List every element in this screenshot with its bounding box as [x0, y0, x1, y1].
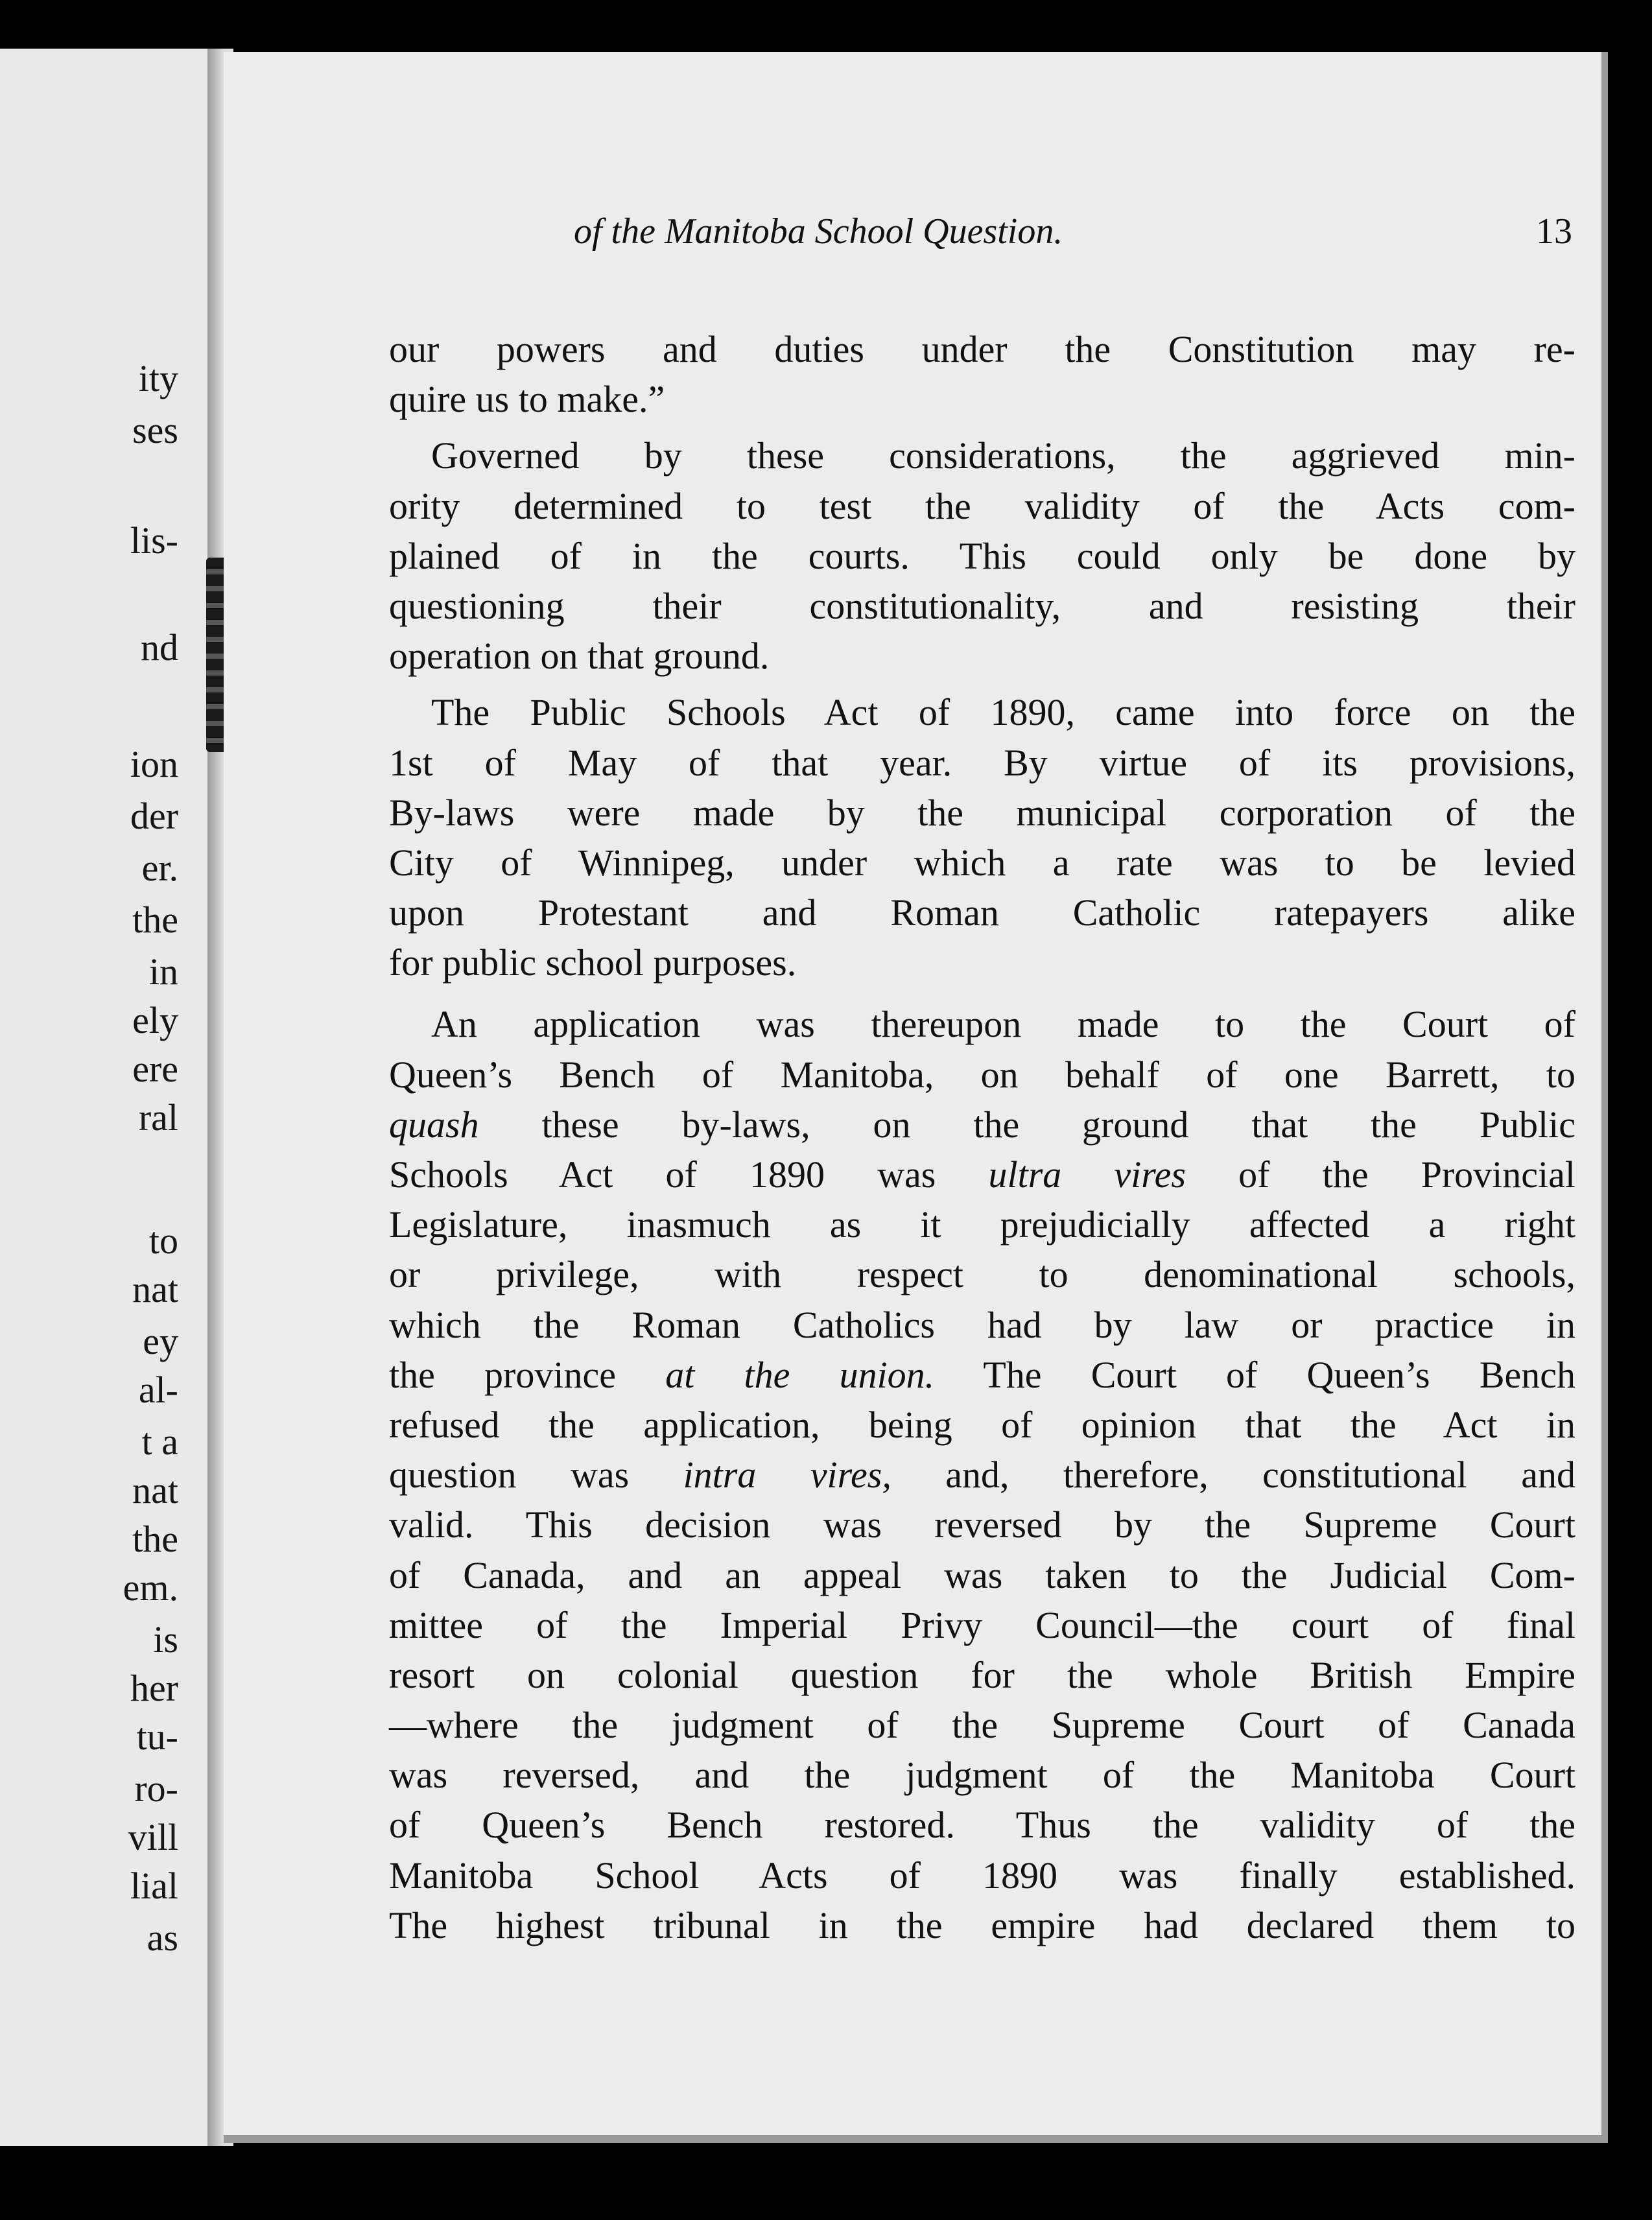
body-text [389, 324, 1575, 1950]
left-fragment: ity [138, 357, 178, 399]
text-line: our powers and duties under the Constitution may re- [389, 328, 1575, 370]
text-line: Governed by these considerations, the aggrieved min- [431, 434, 1575, 477]
text-line: ority determined to test the validity of the Acts com- [389, 484, 1575, 527]
text-line: questioning their constitutionality, and resisting their [389, 584, 1575, 627]
paragraph [389, 431, 1575, 681]
left-fragment: em. [123, 1566, 178, 1609]
text-line: or privilege, with respect to denominational schools, [389, 1253, 1575, 1296]
text-line: for public school purposes. [389, 941, 797, 984]
italic-term: ultra vires [988, 1153, 1186, 1196]
left-fragment: t a [141, 1421, 178, 1463]
running-title: of the Manitoba School Question. [574, 211, 1063, 252]
paragraph [389, 687, 1575, 987]
running-head [574, 211, 1572, 269]
book-page [224, 52, 1608, 2143]
italic-term: quash [389, 1103, 479, 1146]
left-fragment: nat [132, 1268, 178, 1310]
left-fragment: ral [138, 1096, 178, 1139]
text-line: Legislature, inasmuch as it prejudicially affected a right [389, 1203, 1575, 1246]
text-line: the province at the union. The Court of Queen’s Bench [389, 1353, 1575, 1396]
left-fragment: the [132, 899, 178, 941]
left-fragment: al- [138, 1369, 178, 1411]
text-line: Queen’s Bench of Manitoba, on behalf of one Barrett, to [389, 1053, 1575, 1096]
left-fragment: to [148, 1220, 178, 1262]
left-fragment: in [148, 951, 178, 993]
text-line: quash these by-laws, on the ground that the Public [389, 1103, 1575, 1146]
left-fragment: nat [132, 1469, 178, 1511]
left-fragment: vill [128, 1816, 178, 1858]
left-fragment: ey [143, 1320, 178, 1362]
previous-page-edge [0, 49, 226, 2146]
text-line: plained of in the courts. This could only be done by [389, 534, 1575, 577]
paragraph [389, 999, 1575, 1950]
italic-term: at the union. [665, 1353, 935, 1396]
left-fragment: lial [130, 1865, 178, 1907]
text-line: operation on that ground. [389, 635, 770, 678]
text-line: refused the application, being of opinion that the Act in [389, 1403, 1575, 1446]
left-fragment: ely [132, 999, 178, 1041]
text-line: The Public Schools Act of 1890, came into force on the [431, 691, 1575, 734]
text-line: of Queen’s Bench restored. Thus the validity of the [389, 1804, 1575, 1847]
text-line: valid. This decision was reversed by the Supreme Court [389, 1504, 1575, 1546]
paragraph [389, 324, 1575, 424]
left-fragment: the [132, 1518, 178, 1560]
text-line: Manitoba School Acts of 1890 was finally established. [389, 1854, 1575, 1896]
left-fragment: nd [141, 626, 178, 668]
text-line: resort on colonial question for the whole British Empire [389, 1653, 1575, 1696]
left-fragment: ro- [134, 1767, 178, 1810]
text-line: which the Roman Catholics had by law or practice in [389, 1303, 1575, 1346]
italic-term: intra vires, [683, 1454, 891, 1496]
left-fragment: tu- [136, 1716, 178, 1758]
text-line: The highest tribunal in the empire had declared them to [389, 1904, 1575, 1946]
left-fragment: lis- [130, 519, 178, 561]
text-line: mittee of the Imperial Privy Council—the court of final [389, 1603, 1575, 1646]
text-line: —where the judgment of the Supreme Court of Canada [389, 1704, 1575, 1747]
left-fragment: er. [141, 847, 178, 889]
left-fragment: as [147, 1917, 178, 1959]
left-fragment: is [153, 1618, 178, 1660]
text-line: An application was thereupon made to the Court of [431, 1003, 1575, 1046]
left-fragment: ses [132, 409, 178, 451]
left-fragment: ion [130, 743, 178, 785]
text-line: question was intra vires, and, therefore, constitutional and [389, 1454, 1575, 1496]
left-fragment: her [130, 1667, 178, 1709]
text-line: By-laws were made by the municipal corporation of the [389, 791, 1575, 834]
left-fragment: der [130, 795, 178, 837]
left-fragment: ere [132, 1048, 178, 1090]
text-line: of Canada, and an appeal was taken to the Judicial Com- [389, 1553, 1575, 1596]
text-line: upon Protestant and Roman Catholic ratepayers alike [389, 892, 1575, 934]
text-line: quire us to make.” [389, 378, 665, 421]
text-line: 1st of May of that year. By virtue of its provisions, [389, 741, 1575, 784]
text-line: City of Winnipeg, under which a rate was to be levied [389, 841, 1575, 884]
page-number: 13 [1536, 211, 1572, 252]
text-line: was reversed, and the judgment of the Manitoba Court [389, 1754, 1575, 1797]
text-line: Schools Act of 1890 was ultra vires of the Provincial [389, 1153, 1576, 1196]
